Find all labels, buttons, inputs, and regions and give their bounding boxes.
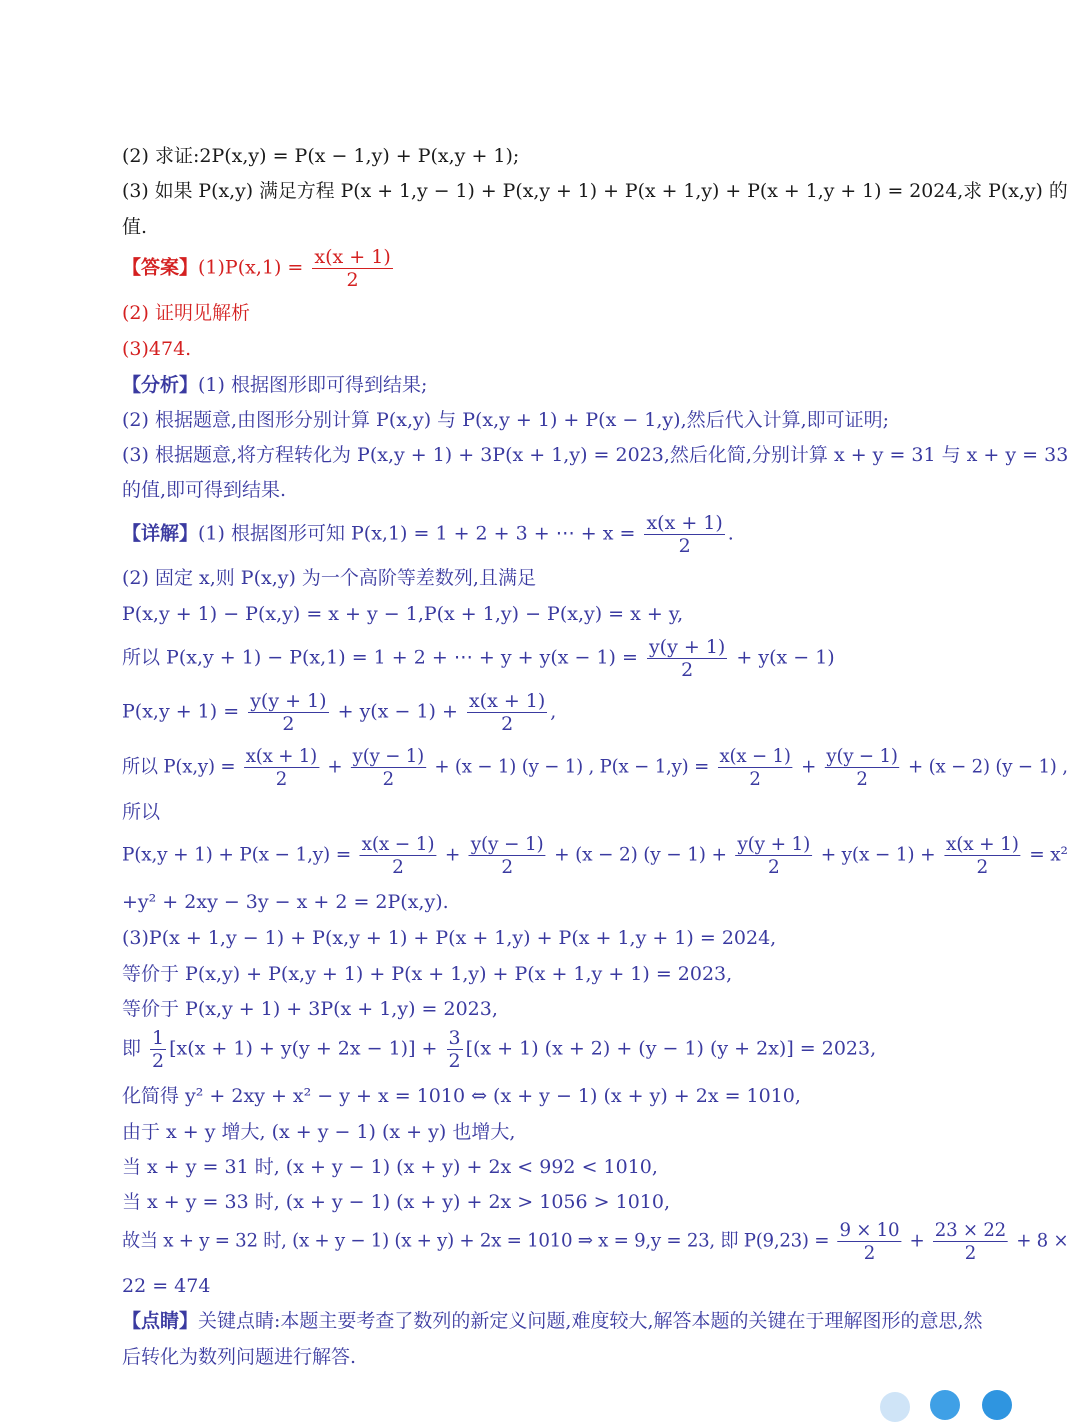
question-part-3-cont: 值.	[122, 216, 148, 238]
detail-line-8: P(x,y + 1) + P(x − 1,y) = $\frac{x(x - 1)}{2}$ + $\frac{y(y - 1)}{2}$ + (x − 2) (y − 1) + $\frac{y(y + 1)}{2}$ + y(x − 1) + $\frac{x(x + 1)}{2}$ = x²	[122, 833, 1068, 878]
fraction: $\frac{y(y - 1)}{2}$	[352, 745, 424, 790]
detail-line-17: 当 x + y = 33 时, (x + y − 1) (x + y) + 2x > 1056 > 1010,	[122, 1191, 671, 1213]
detail-line-14: 化简得 y² + 2xy + x² − y + x = 1010 ⇔ (x + y − 1) (x + y) + 2x = 1010,	[122, 1085, 801, 1107]
detail-tag: 【详解】	[122, 522, 199, 545]
detail-line-9: +y² + 2xy − 3y − x + 2 = 2P(x,y).	[122, 891, 449, 913]
comment-line-2: 后转化为数列问题进行解答.	[122, 1346, 357, 1368]
fraction: $\frac{x(x - 1)}{2}$	[361, 833, 435, 878]
fraction: $\frac{x(x + 1)}{2}$	[945, 833, 1019, 878]
detail-line-10: (3)P(x + 1,y − 1) + P(x,y + 1) + P(x + 1,y) + P(x + 1,y + 1) = 2024,	[122, 927, 777, 949]
fraction: $\frac{x(x + 1)}{2}$	[314, 246, 391, 291]
answer-line-1: 【答案】(1)P(x,1) = $\frac{x(x + 1)}{2}$	[122, 246, 391, 291]
detail-line-19: 22 = 474	[122, 1275, 211, 1297]
answer-line-3: (3)474.	[122, 338, 192, 360]
corner-decoration-circle	[930, 1390, 960, 1420]
fraction: $\frac{3}{2}$	[448, 1027, 461, 1072]
fraction: $\frac{y(y + 1)}{2}$	[648, 636, 726, 681]
analysis-line-1: 【分析】(1) 根据图形即可得到结果;	[122, 374, 428, 396]
fraction: $\frac{x(x + 1)}{2}$	[468, 690, 546, 735]
analysis-line-4: 的值,即可得到结果.	[122, 479, 287, 501]
detail-line-15: 由于 x + y 增大, (x + y − 1) (x + y) 也增大,	[122, 1121, 516, 1143]
comment-tag: 【点睛】	[122, 1310, 199, 1332]
fraction: $\frac{y(y + 1)}{2}$	[737, 833, 811, 878]
detail-line-6: 所以 P(x,y) = $\frac{x(x + 1)}{2}$ + $\frac{y(y - 1)}{2}$ + (x − 1) (y − 1) , P(x − 1,y) = $\frac{x(x - 1)}{2}$ + $\frac{y(y - 1)}{2}$ + (x − 2) (y − 1) ,	[122, 745, 1068, 790]
detail-line-13: 即 $\frac{1}{2}$ [x(x + 1) + y(y + 2x − 1)] + $\frac{3}{2}$ [(x + 1) (x + 2) + (y − 1) (y + 2x)] = 2023,	[122, 1027, 877, 1072]
question-part-2: (2) 求证:2P(x,y) = P(x − 1,y) + P(x,y + 1);	[122, 145, 520, 167]
analysis-line-3: (3) 根据题意,将方程转化为 P(x,y + 1) + 3P(x + 1,y) = 2023,然后化简,分别计算 x + y = 31 与 x + y = 33	[122, 444, 1069, 466]
analysis-tag: 【分析】	[122, 374, 199, 396]
answer-line-2: (2) 证明见解析	[122, 302, 250, 324]
fraction: $\frac{9 \times 10}{2}$	[839, 1219, 900, 1264]
fraction: $\frac{x(x + 1)}{2}$	[646, 512, 723, 557]
comment-line-1: 【点睛】关键点睛:本题主要考查了数列的新定义问题,难度较大,解答本题的关键在于理解图形的意思,然	[122, 1310, 983, 1332]
fraction: $\frac{y(y - 1)}{2}$	[826, 745, 898, 790]
fraction: $\frac{x(x - 1)}{2}$	[719, 745, 791, 790]
detail-line-4: 所以 P(x,y + 1) − P(x,1) = 1 + 2 + ⋯ + y + y(x − 1) = $\frac{y(y + 1)}{2}$ + y(x − 1)	[122, 636, 835, 681]
fraction: $\frac{1}{2}$	[152, 1027, 165, 1072]
detail-line-3: P(x,y + 1) − P(x,y) = x + y − 1,P(x + 1,y) − P(x,y) = x + y,	[122, 603, 684, 625]
fraction: $\frac{23 \times 22}{2}$	[934, 1219, 1006, 1264]
fraction: $\frac{x(x + 1)}{2}$	[245, 745, 318, 790]
detail-line-7: 所以	[122, 801, 161, 823]
corner-decoration-circle	[880, 1392, 910, 1422]
fraction: $\frac{y(y - 1)}{2}$	[470, 833, 544, 878]
detail-line-12: 等价于 P(x,y + 1) + 3P(x + 1,y) = 2023,	[122, 998, 498, 1020]
corner-decoration-circle	[982, 1390, 1012, 1420]
fraction: $\frac{y(y + 1)}{2}$	[250, 690, 327, 735]
detail-line-16: 当 x + y = 31 时, (x + y − 1) (x + y) + 2x < 992 < 1010,	[122, 1156, 658, 1178]
answer-tag: 【答案】	[122, 256, 199, 279]
detail-line-2: (2) 固定 x,则 P(x,y) 为一个高阶等差数列,且满足	[122, 567, 536, 589]
detail-line-18: 故当 x + y = 32 时, (x + y − 1) (x + y) + 2x = 1010 ⇒ x = 9,y = 23, 即 P(9,23) = $\frac{9 \times 10}{2}$ + $\frac{23 \times 22}{2}$ + 8 ×	[122, 1219, 1069, 1264]
detail-line-1: 【详解】(1) 根据图形可知 P(x,1) = 1 + 2 + 3 + ⋯ + x = $\frac{x(x + 1)}{2}$ .	[122, 512, 734, 557]
analysis-line-2: (2) 根据题意,由图形分别计算 P(x,y) 与 P(x,y + 1) + P(x − 1,y),然后代入计算,即可证明;	[122, 409, 890, 431]
detail-line-11: 等价于 P(x,y) + P(x,y + 1) + P(x + 1,y) + P(x + 1,y + 1) = 2023,	[122, 963, 733, 985]
detail-line-5: P(x,y + 1) = $\frac{y(y + 1)}{2}$ + y(x − 1) + $\frac{x(x + 1)}{2}$ ,	[122, 690, 557, 735]
question-part-3: (3) 如果 P(x,y) 满足方程 P(x + 1,y − 1) + P(x,y + 1) + P(x + 1,y) + P(x + 1,y + 1) = 2024,求 P(x,y) 的	[122, 180, 1068, 202]
